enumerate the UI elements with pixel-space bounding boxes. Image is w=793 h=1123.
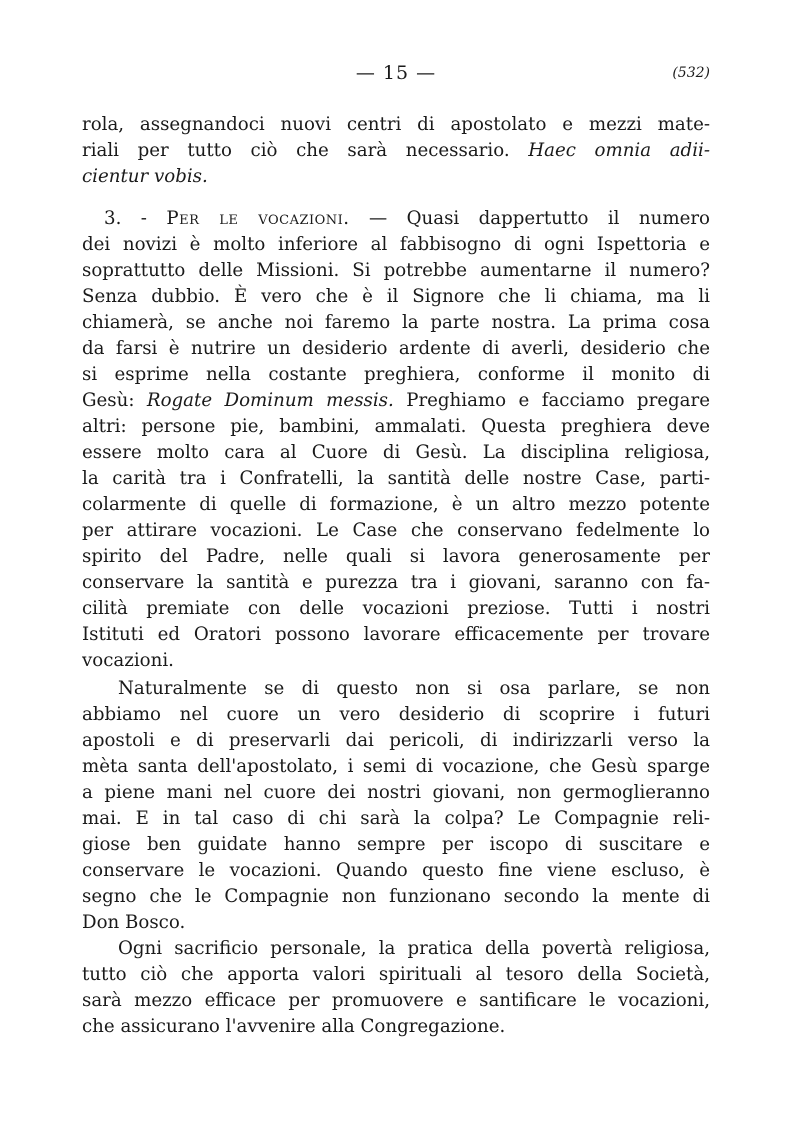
- text-line: colarmente di quelle di formazione, è un altro mezzo potente: [82, 494, 710, 515]
- text-line: Don Bosco.: [82, 912, 186, 933]
- page-reference: (532): [672, 65, 710, 81]
- text-line: Naturalmente se di questo non si osa parlare, se non: [118, 678, 710, 699]
- text-line: si esprime nella costante preghiera, conforme il monito di: [82, 364, 710, 385]
- text-line: Gesù: Rogate Dominum messis. Preghiamo e facciamo pregare: [82, 390, 710, 411]
- text-line: spirito del Padre, nelle quali si lavora generosamente per: [82, 546, 710, 567]
- text-line: cilità premiate con delle vocazioni preziose. Tutti i nostri: [82, 598, 710, 619]
- text-line: altri: persone pie, bambini, ammalati. Questa preghiera deve: [82, 416, 710, 437]
- text-line: che assicurano l'avvenire alla Congregazione.: [82, 1016, 506, 1037]
- paragraph-sacrificio: [82, 936, 710, 1040]
- text-line: Senza dubbio. È vero che è il Signore che li chiama, ma li: [82, 286, 710, 307]
- latin-quote: Haec omnia adii-: [528, 140, 710, 161]
- text-line: conservare la santità e purezza tra i giovani, saranno con fa-: [82, 572, 710, 593]
- page-number: — 15 —: [355, 62, 437, 84]
- section-vocazioni: [82, 206, 710, 674]
- text-line: segno che le Compagnie non funzionano secondo la mente di: [82, 886, 710, 907]
- text-line: giose ben guidate hanno sempre per iscopo di suscitare e: [82, 834, 710, 855]
- text-line: chiamerà, se anche noi faremo la parte nostra. La prima cosa: [82, 312, 710, 333]
- text-line: riali per tutto ciò che sarà necessario. Haec omnia adii-: [82, 140, 710, 161]
- paragraph-naturalmente: [82, 676, 710, 936]
- latin-quote: Rogate Dominum messis.: [146, 390, 394, 411]
- text-line: apostoli e di preservarli dai pericoli, di indirizzarli verso la: [82, 730, 710, 751]
- section-heading-line: 3. - Per le vocazioni. — Quasi dappertutto il numero: [104, 208, 710, 229]
- text-line: cientur vobis.: [82, 166, 208, 187]
- text-line: conservare le vocazioni. Quando questo fine viene escluso, è: [82, 860, 710, 881]
- section-number: 3. -: [104, 208, 147, 229]
- section-heading: Per le vocazioni.: [166, 208, 350, 229]
- text-line: a piene mani nel cuore dei nostri giovani, non germoglieranno: [82, 782, 710, 803]
- text-line: rola, assegnandoci nuovi centri di apostolato e mezzi mate-: [82, 114, 710, 135]
- text-line: abbiamo nel cuore un vero desiderio di scoprire i futuri: [82, 704, 710, 725]
- text-line: soprattutto delle Missioni. Si potrebbe aumentarne il numero?: [82, 260, 710, 281]
- text-line: essere molto cara al Cuore di Gesù. La disciplina religiosa,: [82, 442, 710, 463]
- page-header: [82, 62, 710, 86]
- text-line: mai. E in tal caso di chi sarà la colpa? Le Compagnie reli-: [82, 808, 710, 829]
- text-line: la carità tra i Confratelli, la santità delle nostre Case, parti-: [82, 468, 710, 489]
- text-line: da farsi è nutrire un desiderio ardente di averli, desiderio che: [82, 338, 710, 359]
- text-line: dei novizi è molto inferiore al fabbisogno di ogni Ispettoria e: [82, 234, 710, 255]
- text-line: tutto ciò che apporta valori spirituali al tesoro della Società,: [82, 964, 710, 985]
- text-line: vocazioni.: [82, 650, 174, 671]
- paragraph-continuation: [82, 112, 710, 190]
- text-line: mèta santa dell'apostolato, i semi di vocazione, che Gesù sparge: [82, 756, 710, 777]
- text-line: sarà mezzo efficace per promuovere e santificare le vocazioni,: [82, 990, 710, 1011]
- text-line: per attirare vocazioni. Le Case che conservano fedelmente lo: [82, 520, 710, 541]
- text-line: Istituti ed Oratori possono lavorare efficacemente per trovare: [82, 624, 710, 645]
- text-line: Ogni sacrificio personale, la pratica della povertà religiosa,: [118, 938, 710, 959]
